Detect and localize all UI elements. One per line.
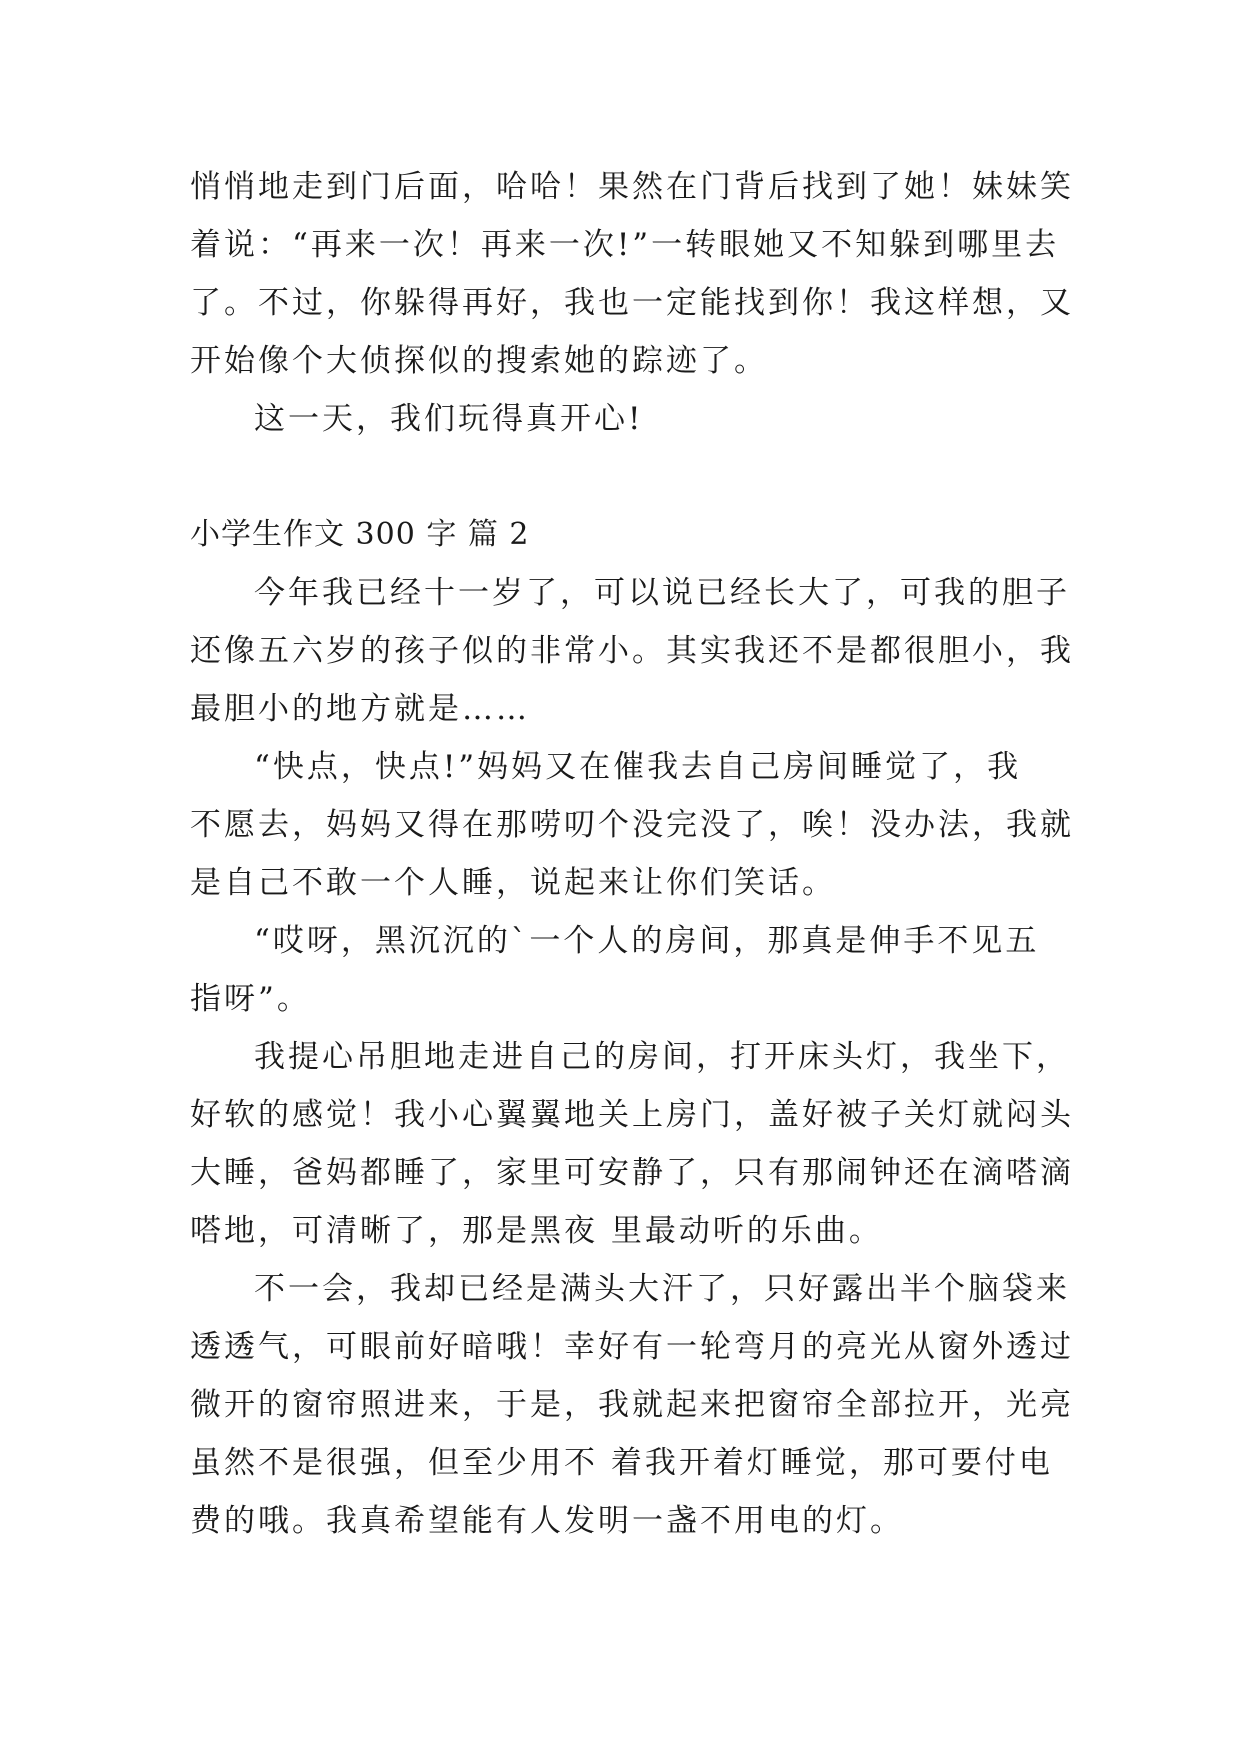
text-line: 指呀”。	[190, 981, 311, 1017]
text-line: 不一会，我却已经是满头大汗了，只好露出半个脑袋来	[254, 1271, 1070, 1307]
text-line: 嗒地，可清晰了，那是黑夜 里最动听的乐曲。	[190, 1213, 883, 1249]
text-line: 开始像个大侦探似的搜索她的踪迹了。	[190, 343, 768, 379]
text-line: 透透气，可眼前好暗哦！幸好有一轮弯月的亮光从窗外透过	[190, 1329, 1074, 1365]
text-line: 好软的感觉！我小心翼翼地关上房门，盖好被子关灯就闷头	[190, 1097, 1074, 1133]
text-line: “哎呀，黑沉沉的`一个人的房间，那真是伸手不见五	[254, 923, 1040, 959]
text-line: 大睡，爸妈都睡了，家里可安静了，只有那闹钟还在滴嗒滴	[190, 1155, 1074, 1191]
text-line: 最胆小的地方就是……	[190, 691, 530, 727]
text-line: 还像五六岁的孩子似的非常小。其实我还不是都很胆小，我	[190, 633, 1074, 669]
text-line: 了。不过，你躲得再好，我也一定能找到你！我这样想，又	[190, 285, 1074, 321]
text-line: 悄悄地走到门后面，哈哈！果然在门背后找到了她！妹妹笑	[190, 169, 1074, 205]
section-title: 小学生作文 300 字 篇 2	[190, 517, 530, 552]
text-line: 我提心吊胆地走进自己的房间，打开床头灯，我坐下，	[254, 1039, 1070, 1075]
text-line: “快点，快点!”妈妈又在催我去自己房间睡觉了，我	[254, 749, 1022, 785]
text-line: 是自己不敢一个人睡，说起来让你们笑话。	[190, 865, 836, 901]
text-line: 微开的窗帘照进来，于是，我就起来把窗帘全部拉开，光亮	[190, 1387, 1074, 1423]
text-line: 今年我已经十一岁了，可以说已经长大了，可我的胆子	[254, 575, 1070, 611]
closing-line: 这一天，我们玩得真开心!	[254, 401, 644, 437]
text-line: 虽然不是很强，但至少用不 着我开着灯睡觉，那可要付电	[190, 1445, 1053, 1481]
text-line: 着说：“再来一次！再来一次!”一转眼她又不知躲到哪里去	[190, 227, 1060, 263]
text-line: 费的哦。我真希望能有人发明一盏不用电的灯。	[190, 1503, 904, 1539]
text-line: 不愿去，妈妈又得在那唠叨个没完没了，唉！没办法，我就	[190, 807, 1074, 843]
